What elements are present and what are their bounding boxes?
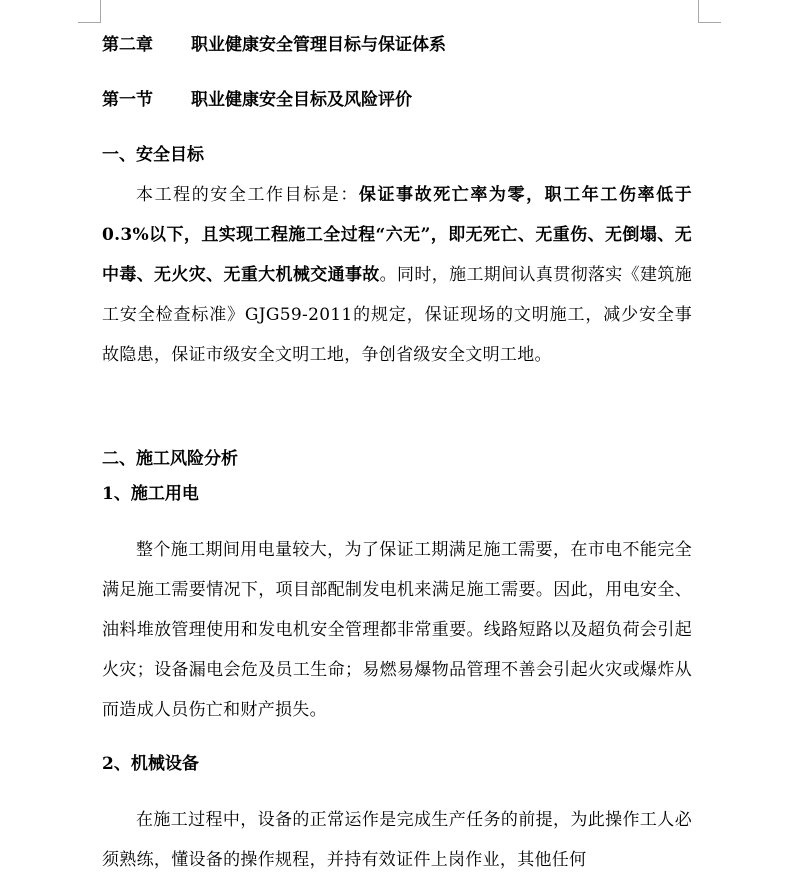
machinery-heading: 2、机械设备 xyxy=(102,754,199,774)
machinery-paragraph: 在施工过程中，设备的正常运作是完成生产任务的前提，为此操作工人必须熟练，懂设备的操作规程，并持有效证件上岗作业，其他任何 xyxy=(102,810,692,870)
safety-goal-heading: 一、安全目标 xyxy=(102,145,204,165)
chapter-number: 第二章 xyxy=(102,35,153,55)
chapter-heading xyxy=(102,33,446,57)
section-heading xyxy=(102,88,412,112)
power-usage-paragraph: 整个施工期间用电量较大，为了保证工期满足施工需要，在市电不能完全满足施工需要情况下，项目部配制发电机来满足施工需要。因此，用电安全、油料堆放管理使用和发电机安全管理都非常重要。线路短路以及超负荷会引起火灾；设备漏电会危及员工生命；易燃易爆物品管理不善会引起火灾或爆炸从而造成人员伤亡和财产损失。 xyxy=(102,540,692,720)
crop-mark-top-right xyxy=(698,0,721,23)
safety-goal-bold: 保证事故死亡率为零，职工年工伤率低于0.3%以下，且实现工程施工全过程“六无”，即无死亡、无重伤、无倒塌、无中毒、无火灾、无重大机械交通事故 xyxy=(102,185,692,285)
safety-goal-rest: 。同时，施工期间认真贯彻落实《建筑施工安全检查标准》GJG59-2011的规定，保证现场的文明施工，减少安全事故隐患，保证市级安全文明工地，争创省级安全文明工地。 xyxy=(102,265,692,365)
section-number: 第一节 xyxy=(102,90,153,110)
power-usage-heading: 1、施工用电 xyxy=(102,484,199,504)
safety-goal-lead: 本工程的安全工作目标是： xyxy=(136,185,359,205)
crop-mark-top-left xyxy=(78,0,101,23)
risk-analysis-heading: 二、施工风险分析 xyxy=(102,449,238,469)
safety-goal-paragraph xyxy=(102,175,692,375)
chapter-title: 职业健康安全管理目标与保证体系 xyxy=(191,35,446,55)
section-title: 职业健康安全目标及风险评价 xyxy=(191,90,412,110)
